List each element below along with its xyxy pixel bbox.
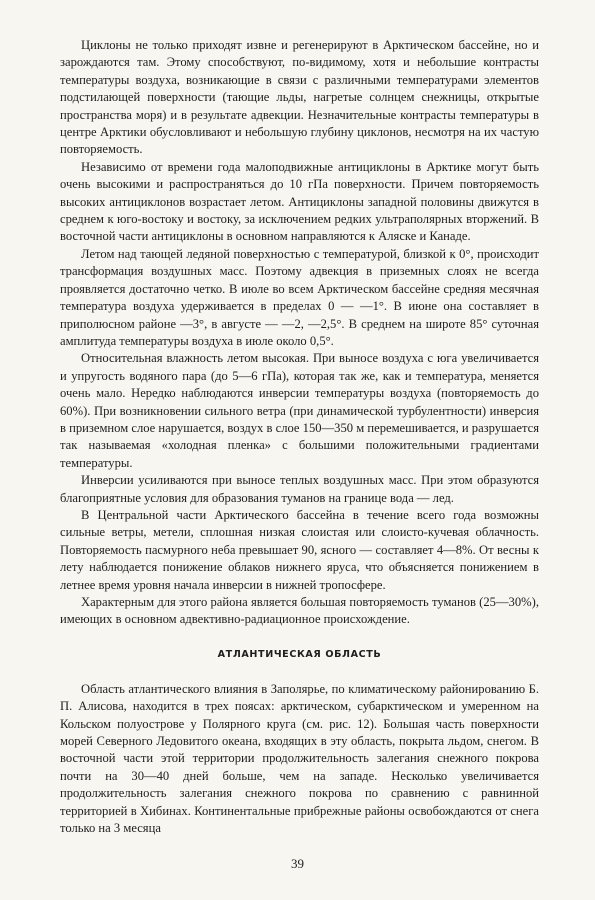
paragraph-central-basin: В Центральной части Арктического бассейна в течение всего года возможны сильные ветры, метели, сплошная низкая слоистая или слоисто-кучевая облачность. Повторяемость пасмурного неба превышает 90, ясного — составляет 4—8%. От весны к лету наблюдается понижение облаков нижнего яруса, что объясняется понижением в летнее время уровня начала инверсии в нижней тропосфере. [60, 507, 539, 592]
paragraph-fogs: Характерным для этого района является большая повторяемость туманов (25—30%), имеющих в основном адвективно-радиационное происхождение. [60, 595, 539, 627]
paragraph-inversions: Инверсии усиливаются при выносе теплых воздушных масс. При этом образуются благоприятные условия для образования туманов на границе вода — лед. [60, 473, 539, 505]
section-heading: АТЛАНТИЧЕСКАЯ ОБЛАСТЬ [217, 648, 382, 660]
paragraph-summer-temperature: Летом над тающей ледяной поверхностью с температурой, близкой к 0°, происходит трансформация воздушных масс. Поэтому адвекция в приземных слоях не всегда проявляется достаточно четко. В июле во всем Арктическом бассейне средняя месячная температура воздуха удерживается в пределах 0 — —1°. В июне она составляет в приполюсном районе —3°, в августе — —2, —2,5°. В среднем на широте 85° суточная амплитуда температуры воздуха в июле около 0,5°. [60, 246, 539, 348]
paragraph-anticyclones: Независимо от времени года малоподвижные антициклоны в Арктике могут быть очень высокими и распространяться до 10 гПа поверхности. Причем повторяемость высоких антициклонов возрастает летом. Антициклоны западной половины движутся в среднем к юго-востоку и востоку, за исключением редких ультраполярных вторжений. В восточной части антициклоны в основном направляются к Аляске и Канаде. [60, 159, 539, 244]
paragraph-atlantic-region: Область атлантического влияния в Заполярье, по климатическому районированию Б. П. Алисова, находится в трех поясах: арктическом, субарктическом и умеренном на Кольском полуострове у Полярного круга (см. рис. 12). Большая часть поверхности морей Северного Ледовитого океана, входящих в эту область, покрыта льдом, снегом. В восточной части этой территории продолжительность залегания снежного покрова почти на 30—40 дней больше, чем на западе. Несколько увеличивается продолжительность залегания снежного покрова по сравнению с равнинной территорией в Хибинах. Континентальные прибрежные районы освобождаются от снега только на 3 месяца [60, 681, 539, 836]
page-number: 39 [291, 856, 304, 871]
paragraph-cyclones: Циклоны не только приходят извне и регенерируют в Арктическом бассейне, но и зарождаются там. Этому способствуют, по-видимому, хотя и небольшие контрасты температуры воздуха, возникающие в связи с различными температурами элементов подстилающей поверхности (тающие льды, нагретые солнцем снежницы, открытые пространства моря) и в результате адвекции. Незначительные контрасты температуры в центре Арктики обусловливают и небольшую глубину циклонов, несмотря на их частую повторяемость. [60, 38, 539, 157]
paragraph-humidity: Относительная влажность летом высокая. При выносе воздуха с юга увеличивается и упругость водяного пара (до 5—6 гПа), которая так же, как и температура, меняется очень мало. Нередко наблюдаются инверсии температуры воздуха (повторяемость до 60%). При возникновении сильного ветра (при динамической турбулентности) инверсия в приземном слое нарушается, воздух в слое 150—350 м перемешивается, и разрушается так называемая «холодная пленка» с большими положительными градиентами температуры. [60, 351, 539, 470]
